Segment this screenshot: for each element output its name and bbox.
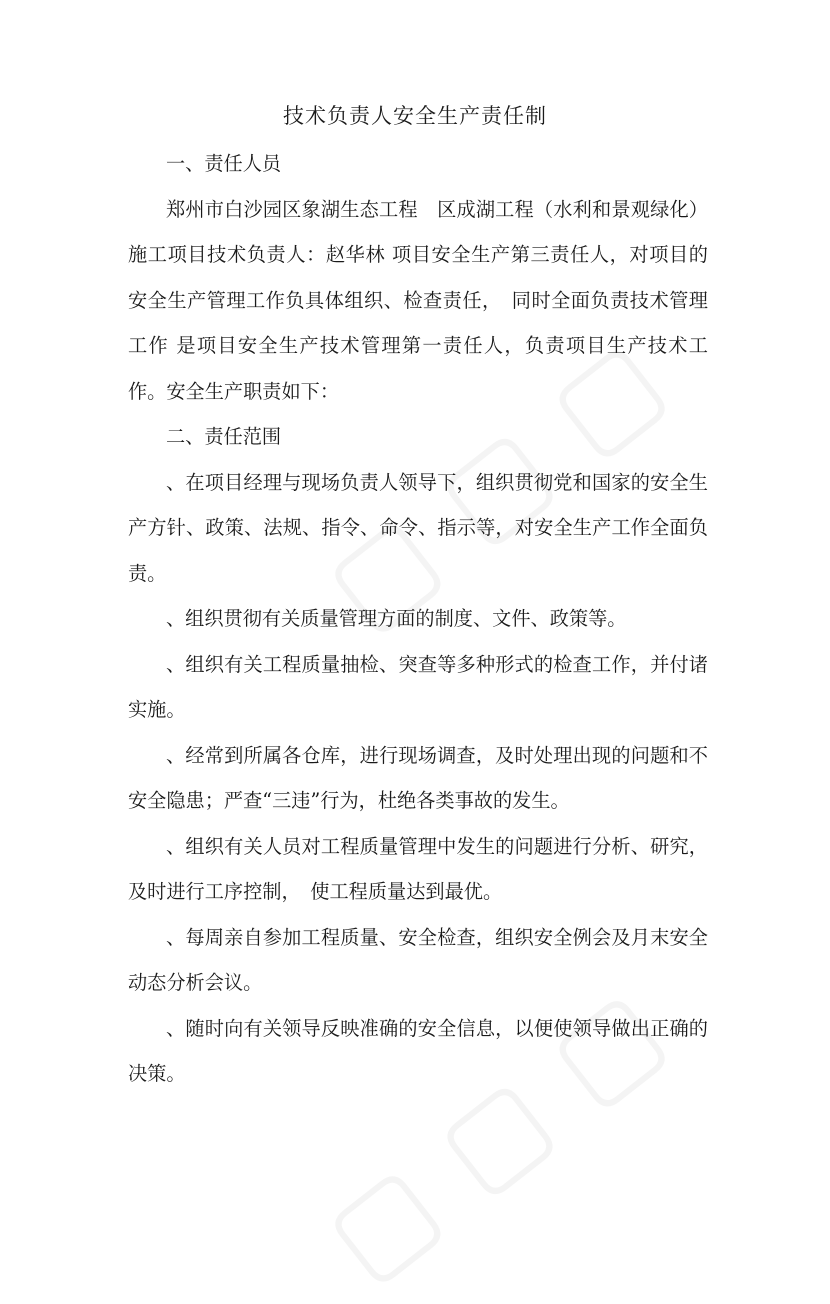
list-item: 、随时向有关领导反映准确的安全信息，以便使领导做出正确的决策。 <box>128 1016 708 1085</box>
list-item: 、每周亲自参加工程质量、安全检查，组织安全例会及月末安全动态分析会议。 <box>128 925 708 994</box>
document-title: 技术负责人安全生产责任制 <box>283 104 547 128</box>
list-item: 、在项目经理与现场负责人领导下，组织贯彻党和国家的安全生产方针、政策、法规、指令、命令、指示等，对安全生产工作全面负责。 <box>128 470 708 585</box>
list-item: 、组织有关工程质量抽检、突查等多种形式的检查工作，并付诸实施。 <box>128 652 708 721</box>
document-body <box>128 141 708 1097</box>
section-heading-scope: 二、责任范围 <box>166 425 282 448</box>
section-heading-personnel: 一、责任人员 <box>166 152 282 175</box>
list-item: 、组织有关人员对工程质量管理中发生的问题进行分析、研究，及时进行工序控制， 使工程质量达到最优。 <box>128 834 708 903</box>
list-item: 、经常到所属各仓库，进行现场调查，及时处理出现的问题和不安全隐患；严查“三违”行为，杜绝各类事故的发生。 <box>128 743 708 812</box>
list-item: 、组织贯彻有关质量管理方面的制度、文件、政策等。 <box>166 607 627 630</box>
section-paragraph-personnel: 郑州市白沙园区象湖生态工程 区成湖工程（水利和景观绿化）施工项目技术负责人：赵华林 项目安全生产第三责任人，对项目的安全生产管理工作负具体组织、检查责任， 同时全面负责技术管理工作 是项目安全生产技术管理第一责任人，负责项目生产技术工作。安全生产职责如下： <box>128 197 708 403</box>
